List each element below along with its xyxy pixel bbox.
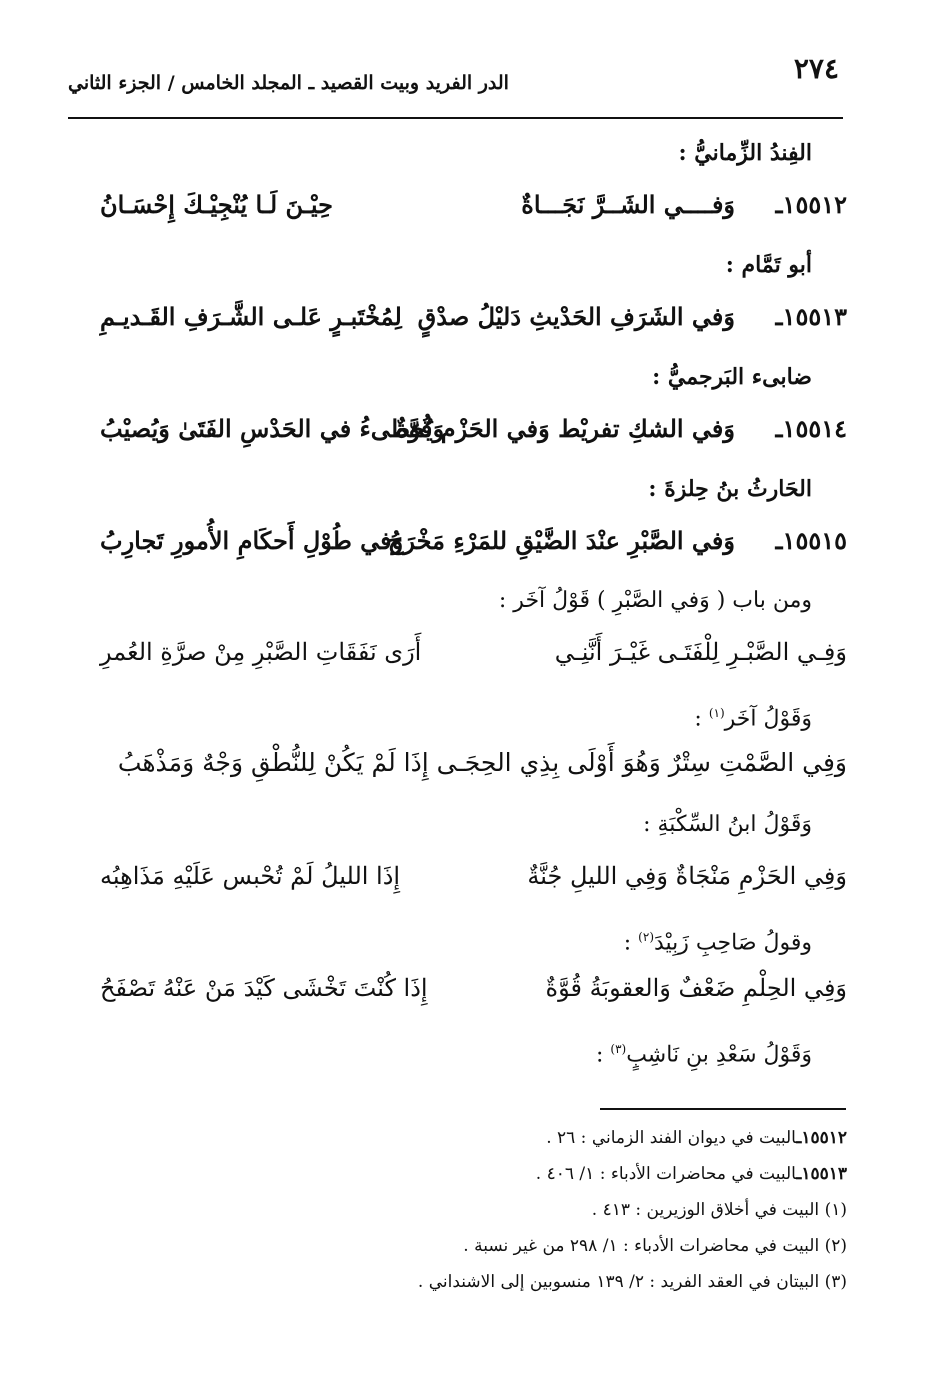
footnote — [100, 1120, 847, 1156]
second-hemistich: حِيْـنَ لَـا يُنْجِيْـكَ إِحْسَـانُ — [100, 190, 333, 219]
verse-line — [100, 738, 847, 800]
footnote-number: (١) — [824, 1200, 847, 1220]
footnote-marker: (٢) — [638, 930, 654, 944]
poet-name: ضابىء البَرجميُّ : — [652, 364, 812, 390]
verse-line — [100, 290, 847, 352]
footnote-marker: (٣) — [610, 1042, 627, 1056]
quote-intro: ومن باب ( وَفي الصَّبْرِ ) قَوْلُ آخَر : — [498, 588, 812, 613]
quote-intro-text: وَقَوْلُ سَعْدِ بنِ نَاشِبٍ — [626, 1042, 812, 1068]
footnote-rule — [600, 1108, 846, 1110]
footnote — [100, 1264, 847, 1300]
footnote-text: البيت في ديوان الفند الزماني : ٢٦ . — [546, 1128, 797, 1148]
second-hemistich: لِمُخْتَبـرٍ عَلـى الشَّـرَفِ القَـديـمِ — [100, 302, 402, 331]
first-hemistich: وَفِي الحَزْمِ مَنْجَاةٌ وَفِي الليلِ جُنَّةٌ — [527, 862, 847, 890]
quote-4 — [100, 912, 847, 1024]
page-number: ٢٧٤ — [793, 52, 839, 85]
first-hemistich: وَفي الشَرَفِ الحَدْيثِ دَليْلُ صدْقٍ — [417, 302, 735, 331]
first-hemistich: وَفِـي الصَّبْـرِ لِلْفَتَـى غَيْـرَ أَنَّنِـي — [554, 638, 847, 666]
verse-number: ١٥٥١٤ـ — [775, 414, 847, 443]
header-rule — [68, 117, 843, 119]
verse-line — [100, 850, 847, 912]
page-header — [68, 50, 839, 100]
footnote-number: ١٥٥١٢ـ — [796, 1128, 847, 1148]
footnote-marker: (١) — [708, 706, 725, 720]
first-hemistich: وَفِي الحِلْمِ ضَعْفٌ وَالعقوبَةُ قُوَّةٌ — [545, 974, 847, 1002]
first-hemistich: وَفــــي الشَــرَّ نَجَـــاةٌ — [521, 190, 735, 219]
quote-5 — [100, 1024, 847, 1074]
entry-15514 — [100, 352, 847, 464]
verse-line — [100, 178, 847, 240]
poet-name: أبو تَمَّام : — [725, 252, 812, 278]
footnote-text: البيت في محاضرات الأدباء : ١/ ٤٠٦ . — [535, 1164, 797, 1184]
footnotes — [100, 1120, 847, 1300]
verse-number: ١٥٥١٥ـ — [775, 526, 847, 555]
verse-line — [100, 514, 847, 576]
poet-name: الحَارثُ بنُ حِلزةَ : — [648, 476, 812, 502]
footnote-text: البيت في أخلاق الوزيرين : ٤١٣ . — [591, 1200, 820, 1220]
second-hemistich: وَيُخطىءُ في الحَدْسِ الفَتَىٰ وَيُصيْبُ — [100, 414, 445, 443]
running-title: الدر الفريد وبيت القصيد ـ المجلد الخامس / الجزء الثاني — [68, 72, 509, 94]
footnote — [100, 1228, 847, 1264]
second-hemistich: وَفي طُوْلِ أَحكَامِ الأُمورِ تَجارِبُ — [100, 526, 404, 555]
quote-intro — [100, 1024, 847, 1074]
quote-intro-text: وَقَوْلُ آخَر — [724, 706, 812, 732]
entry-15513 — [100, 240, 847, 352]
quote-intro-colon: : — [595, 1042, 611, 1068]
first-hemistich: وَفي الصَّبْرِ عنْدَ الضَّيْقِ للمَرْءِ مَخْرَجُ — [387, 526, 735, 555]
second-hemistich: إِذَا الليلُ لَمْ تُحْبس عَلَيْهِ مَذَاهِبُه — [100, 862, 401, 890]
entry-15515 — [100, 464, 847, 576]
second-hemistich: أَرَى نَفَقَاتِ الصَّبْرِ مِنْ صرَّةِ العُمرِ — [100, 638, 422, 666]
quote-intro — [100, 912, 847, 962]
main-text — [100, 128, 847, 1074]
verse-line — [100, 402, 847, 464]
quote-intro — [100, 688, 847, 738]
footnote — [100, 1192, 847, 1228]
quote-intro-colon: : — [623, 930, 639, 956]
second-hemistich: إِذَا كُنْتَ تَخْشَى كَيْدَ مَنْ عَنْهُ تَصْفَحُ — [100, 974, 428, 1002]
quote-intro-text: وقولُ صَاحِبِ زَبِيْدَ — [654, 930, 812, 956]
quote-3 — [100, 800, 847, 912]
footnote-text: البيت في محاضرات الأدباء : ١/ ٢٩٨ من غير نسبة . — [463, 1236, 820, 1256]
quote-1 — [100, 576, 847, 688]
full-verse: وَفِي الصَّمْتِ سِتْرٌ وَهُوَ أَوْلَى بِذِي الحِجَـى إِذَا لَمْ يَكُنْ لِلنُّطْقِ وَجْهٌ وَمَذْهَبُ — [117, 748, 847, 777]
footnote-number: (٢) — [824, 1236, 847, 1256]
entry-15512 — [100, 128, 847, 240]
verse-line — [100, 962, 847, 1024]
first-hemistich: وَفي الشكِ تفريْط وَفي الحَزْم قُوَّةٌ — [395, 414, 735, 443]
footnote-number: ١٥٥١٣ـ — [796, 1164, 847, 1184]
verse-number: ١٥٥١٣ـ — [775, 302, 847, 331]
poet-name: الفِندُ الزِّمانيُّ : — [678, 140, 812, 166]
footnote-number: (٣) — [824, 1272, 847, 1292]
verse-line — [100, 626, 847, 688]
footnote — [100, 1156, 847, 1192]
quote-intro-colon: : — [694, 706, 709, 732]
quote-2 — [100, 688, 847, 800]
footnote-text: البيتان في العقد الفريد : ٢/ ١٣٩ منسوبين إلى الاشنداني . — [417, 1272, 820, 1292]
quote-intro: وَقَوْلُ ابنُ السِّكْبَةِ : — [643, 812, 812, 837]
verse-number: ١٥٥١٢ـ — [775, 190, 847, 219]
